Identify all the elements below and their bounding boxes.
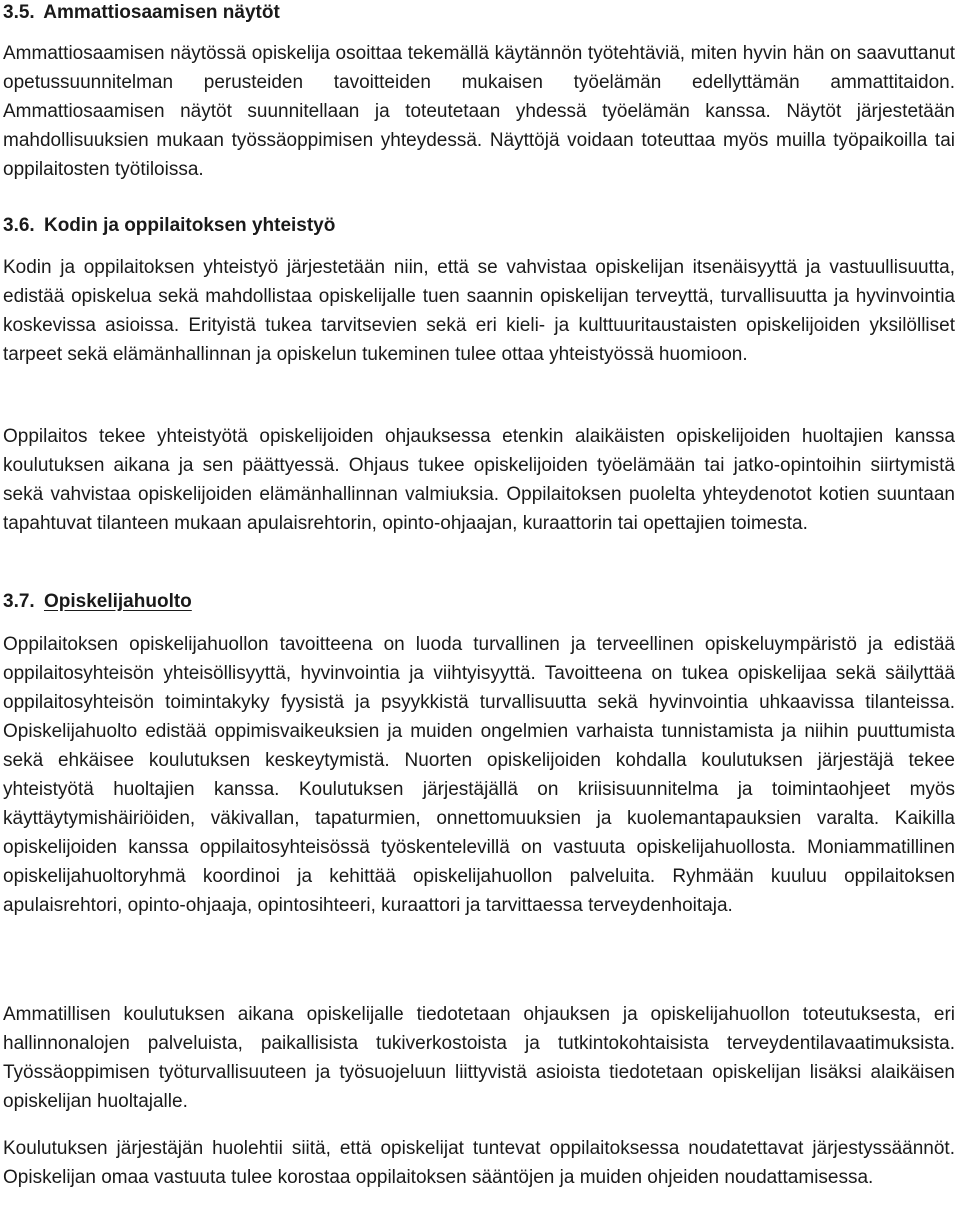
section-title: Ammattiosaamisen näytöt: [43, 2, 280, 23]
section-heading-3-6: [3, 214, 335, 238]
paragraph-3-6-1: Kodin ja oppilaitoksen yhteistyö järjestetään niin, että se vahvistaa opiskelijan itsenäisyyttä ja vastuullisuutta, edistää opiskelua sekä mahdollistaa opiskelijalle tuen saannin opiskelijan terveyttä, turvallisuutta ja hyvinvointia koskevissa asioissa. Erityistä tukea tarvitsevien sekä eri kieli- ja kulttuuritaustaisten opiskelijoiden yksilölliset tarpeet sekä elämänhallinnan ja opiskelun tukeminen tulee ottaa yhteistyössä huomioon.: [3, 257, 955, 365]
section-title: Opiskelijahuolto: [43, 591, 192, 612]
paragraph-3-7-3: Koulutuksen järjestäjän huolehtii siitä, että opiskelijat tuntevat oppilaitoksessa noudatettavat järjestyssäännöt. Opiskelijan omaa vastuuta tulee korostaa oppilaitoksen sääntöjen ja muiden ohjeiden noudattamisessa.: [3, 1138, 955, 1188]
section-number: 3.6.: [3, 215, 35, 236]
section-heading-3-5: [3, 1, 280, 25]
paragraph-3-6-2: Oppilaitos tekee yhteistyötä opiskelijoiden ohjauksessa etenkin alaikäisten opiskelijoiden huoltajien kanssa koulutuksen aikana ja sen päättyessä. Ohjaus tukee opiskelijoiden työelämään tai jatko-opintoihin siirtymistä sekä vahvistaa opiskelijoiden elämänhallinnan valmiuksia. Oppilaitoksen puolelta yhteydenotot kotien suuntaan tapahtuvat tilanteen mukaan apulaisrehtorin, opinto-ohjaajan, kuraattorin tai opettajien toimesta.: [3, 426, 955, 534]
section-heading-3-7: [3, 590, 192, 614]
paragraph-3-5-1: Ammattiosaamisen näytössä opiskelija osoittaa tekemällä käytännön työtehtäviä, miten hyvin hän on saavuttanut opetussuunnitelman perusteiden tavoitteiden mukaisen työelämän edellyttämän ammattitaidon. Ammattiosaamisen näytöt suunnitellaan ja toteutetaan yhdessä työelämän kanssa. Näytöt järjestetään mahdollisuuksien mukaan työssäoppimisen yhteydessä. Näyttöjä voidaan toteuttaa myös muilla työpaikoilla tai oppilaitosten työtiloissa.: [3, 43, 955, 180]
paragraph-3-7-2: Ammatillisen koulutuksen aikana opiskelijalle tiedotetaan ohjauksen ja opiskelijahuollon toteutuksesta, eri hallinnonalojen palveluista, paikallisista tukiverkostoista ja tutkintokohtaisista terveydentilavaatimuksista. Työssäoppimisen työturvallisuuteen ja työsuojeluun liittyvistä asioista tiedotetaan opiskelijan lisäksi alaikäisen opiskelijan huoltajalle.: [3, 1004, 955, 1112]
paragraph-3-7-1: Oppilaitoksen opiskelijahuollon tavoitteena on luoda turvallinen ja terveellinen opiskeluympäristö ja edistää oppilaitosyhteisön yhteisöllisyyttä, hyvinvointia ja viihtyisyyttä. Tavoitteena on tukea opiskelijaa sekä säilyttää oppilaitosyhteisön toimintakyky fyysistä ja psyykkistä turvallisuutta sekä hyvinvointia uhkaavissa tilanteissa. Opiskelijahuolto edistää oppimisvaikeuksien ja muiden ongelmien varhaista tunnistamista ja niihin puuttumista sekä ehkäisee koulutuksen keskeytymistä. Nuorten opiskelijoiden kohdalla koulutuksen järjestäjä tekee yhteistyötä huoltajien kanssa. Koulutuksen järjestäjällä on kriisisuunnitelma ja toimintaohjeet myös käyttäytymishäiriöiden, väkivallan, tapaturmien, onnettomuuksien ja kuolemantapauksien varalta. Kaikilla opiskelijoiden kanssa oppilaitosyhteisössä työskentelevillä on vastuuta opiskelijahuollosta. Moniammatillinen opiskelijahuoltoryhmä koordinoi ja kehittää opiskelijahuollon palveluita. Ryhmään kuuluu oppilaitoksen apulaisrehtori, opinto-ohjaaja, opintosihteeri, kuraattori ja tarvittaessa terveydenhoitaja.: [3, 634, 955, 916]
section-number: 3.5.: [3, 2, 35, 23]
section-title: Kodin ja oppilaitoksen yhteistyö: [43, 215, 336, 236]
section-number: 3.7.: [3, 591, 35, 612]
